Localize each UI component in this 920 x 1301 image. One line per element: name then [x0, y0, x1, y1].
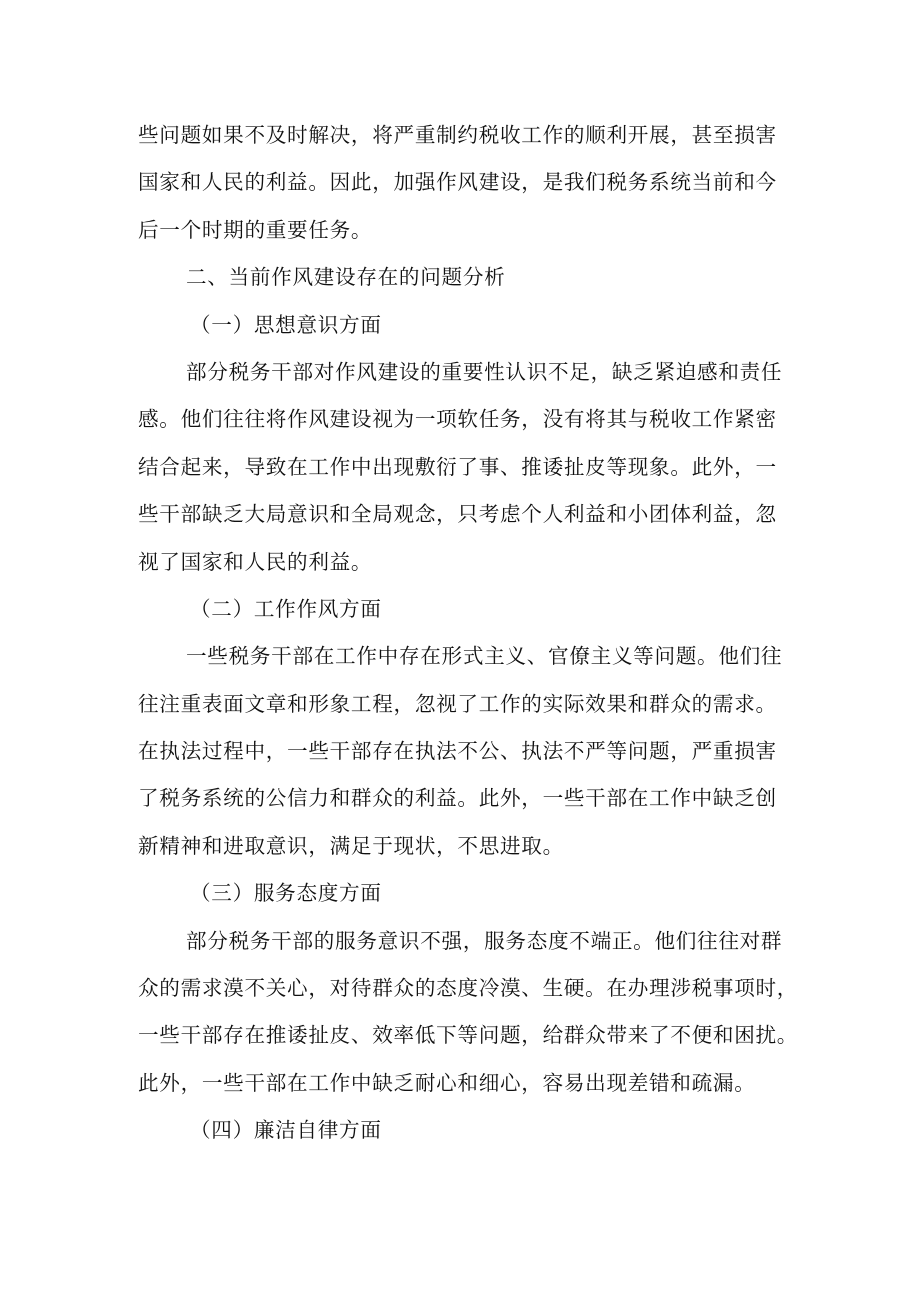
- document-page: [138, 112, 799, 1155]
- paragraph-line: 一些税务干部在工作中存在形式主义、官僚主义等问题。他们往: [186, 644, 783, 669]
- paragraph-line: 部分税务干部对作风建设的重要性认识不足，缺乏紧迫感和责任: [186, 359, 783, 384]
- subsection-heading: （三）服务态度方面: [190, 881, 382, 906]
- paragraph-line: 新精神和进取意识，满足于现状，不思进取。: [138, 833, 564, 858]
- paragraph-line: 些干部缺乏大局意识和全局观念，只考虑个人利益和小团体利益，忽: [138, 502, 777, 527]
- paragraph-line: 了税务系统的公信力和群众的利益。此外，一些干部在工作中缺乏创: [138, 786, 777, 811]
- section-heading: 二、当前作风建设存在的问题分析: [186, 265, 506, 290]
- subsection-heading: （二）工作作风方面: [190, 596, 382, 621]
- subsection-heading: （四）廉洁自律方面: [190, 1118, 382, 1143]
- subsection-heading: （一）思想意识方面: [190, 312, 382, 337]
- paragraph-line: 后一个时期的重要任务。: [138, 217, 373, 242]
- paragraph-line: 部分税务干部的服务意识不强，服务态度不端正。他们往往对群: [186, 928, 783, 953]
- paragraph-line: 国家和人民的利益。因此，加强作风建设，是我们税务系统当前和今: [138, 170, 777, 195]
- paragraph-line: 视了国家和人民的利益。: [138, 549, 373, 574]
- paragraph-line: 此外，一些干部在工作中缺乏耐心和细心，容易出现差错和疏漏。: [138, 1070, 756, 1095]
- paragraph-line: 一些干部存在推诿扯皮、效率低下等问题，给群众带来了不便和困扰。: [138, 1023, 799, 1048]
- paragraph-line: 往注重表面文章和形象工程，忽视了工作的实际效果和群众的需求。: [138, 691, 777, 716]
- paragraph-line: 结合起来，导致在工作中出现敷衍了事、推诿扯皮等现象。此外，一: [138, 454, 777, 479]
- paragraph-line: 众的需求漠不关心，对待群众的态度冷漠、生硬。在办理涉税事项时，: [138, 976, 799, 1001]
- paragraph-line: 感。他们往往将作风建设视为一项软任务，没有将其与税收工作紧密: [138, 407, 777, 432]
- paragraph-line: 些问题如果不及时解决，将严重制约税收工作的顺利开展，甚至损害: [138, 123, 777, 147]
- paragraph-line: 在执法过程中，一些干部存在执法不公、执法不严等问题，严重损害: [138, 739, 777, 764]
